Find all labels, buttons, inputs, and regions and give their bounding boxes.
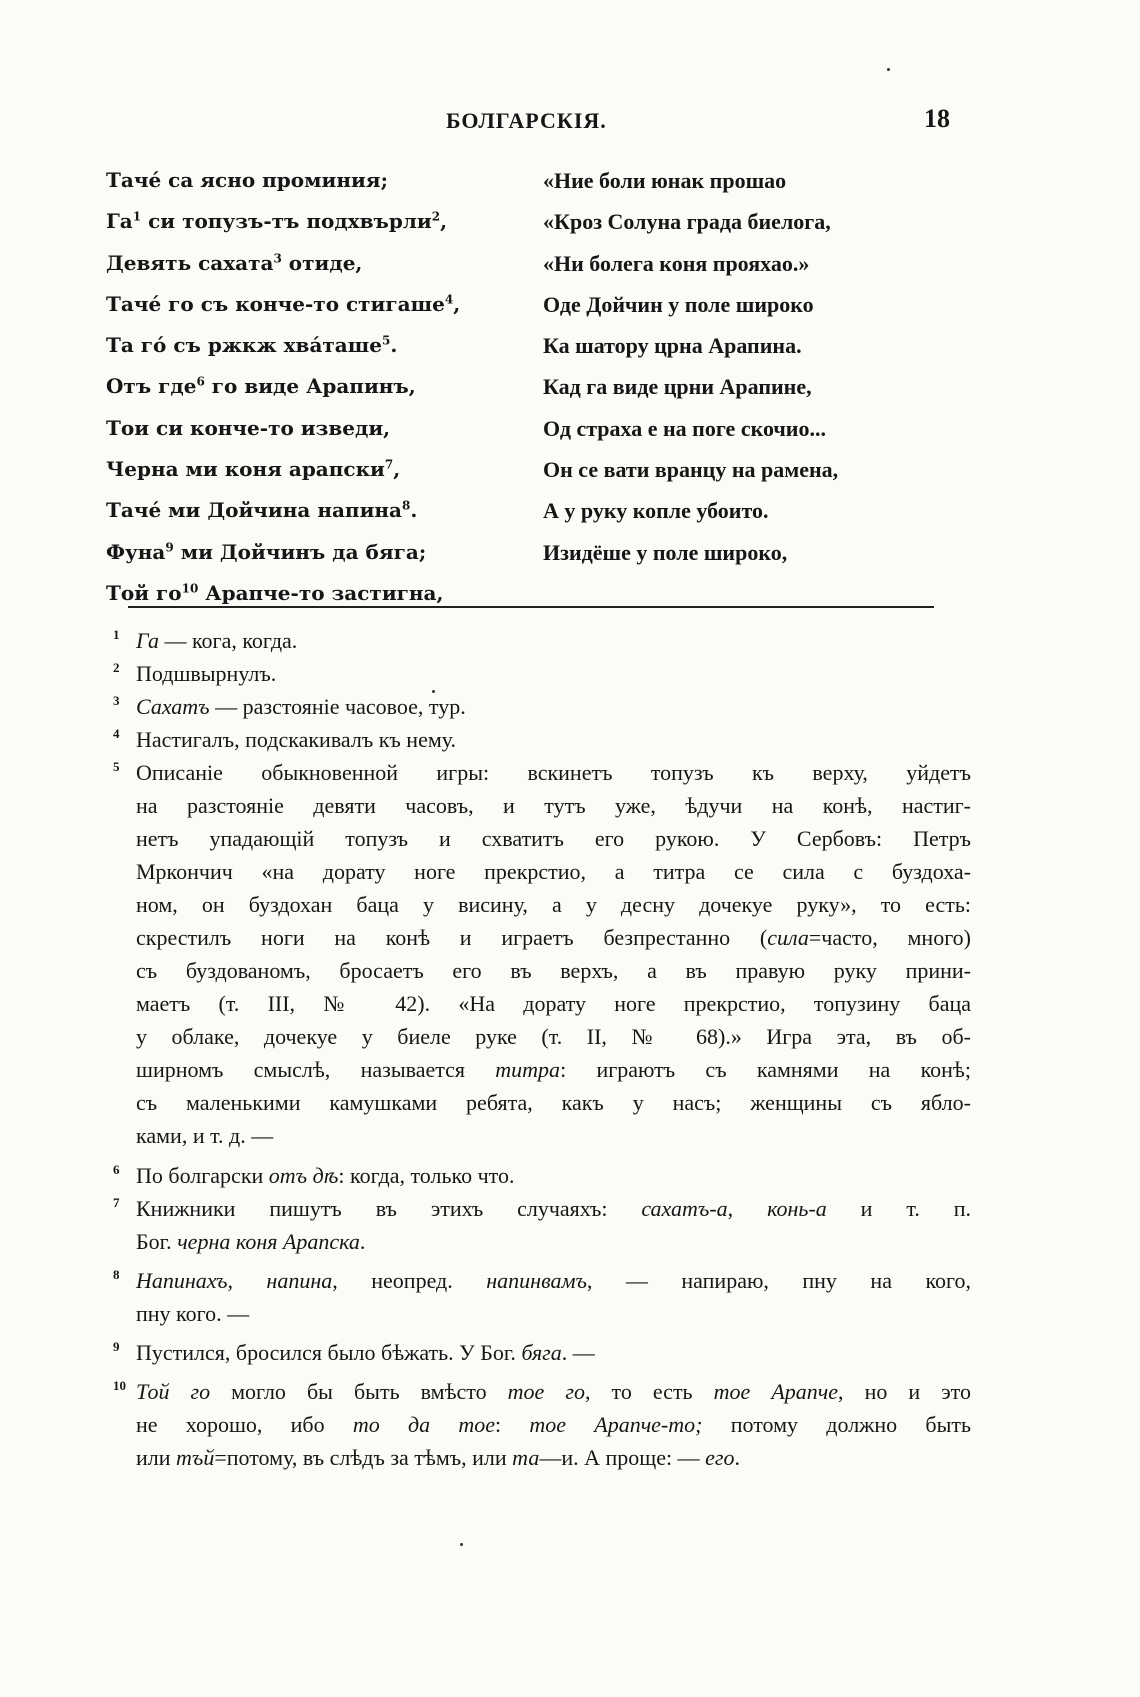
- footnote-divider: [128, 606, 934, 608]
- verse-line: Од страха е на поге скочио...: [543, 415, 826, 441]
- footnotes: [113, 624, 971, 1474]
- footnote-2: 2 Подшвырнулъ.: [113, 660, 277, 686]
- footnote-8: 8 Напинахъ, напина, неопред. напинвамъ, — напираю, пну на кого, пну кого. —: [113, 1267, 971, 1326]
- print-speck: [432, 690, 435, 693]
- footnote-3: 3 Сахатъ — разстояніе часовое, тур.: [113, 693, 466, 719]
- verse-line: «Ни болега коня прояхао.»: [543, 250, 810, 276]
- verse-line: Тачé ми Дойчина напина$^8$.: [106, 498, 418, 523]
- verse-line: «Кроз Солуна града биелога,: [543, 209, 831, 235]
- page-header: [0, 104, 1140, 144]
- verse-line: Той $го^{10}$ Арапче-то застигна,: [106, 580, 444, 605]
- footnote-6: 6 По болгарски отъ дѣ: когда, только что.: [113, 1162, 515, 1188]
- verse-line: Ка шатору црна Арапина.: [543, 333, 802, 359]
- footnote-10: 10 Той го могло бы быть вмѣсто тое го, то есть тое Арапче, но и это не хорошо, ибо то да тое: тое Арапче-то; потому должно быть или тъй=потому, въ слѣдъ за тѣмъ, или та—и. А проще: — его.: [113, 1378, 972, 1470]
- verse-line: Тои си конче-то изведи,: [106, 415, 391, 440]
- verse-line: Изидёше у поле широко,: [543, 539, 788, 565]
- verse-line: Девять сахата$^3$ отиде,: [106, 250, 363, 275]
- footnote-7: 7 Книжники пишутъ въ этихъ случаяхъ: сахатъ-а, конь-а и т. п. Бог. черна коня Арапска.: [113, 1195, 971, 1254]
- running-title: БОЛГАРСКІЯ.: [446, 108, 607, 133]
- verse-line: Кад га виде црни Арапине,: [543, 374, 812, 400]
- verse-line: $Га^1$ си топузъ-тъ подхвърли$^2$,: [106, 209, 448, 234]
- verse-line: Та гó съ ржкж хвáташе$^5$.: [106, 333, 398, 358]
- verse-line: А у руку копле убоито.: [543, 498, 769, 524]
- verse-column-left: [106, 160, 506, 614]
- verse-line: Он се вати вранцу на рамена,: [543, 457, 839, 483]
- page-number: 18: [924, 104, 950, 133]
- footnote-9: 9 Пустился, бросился было бѣжать. У Бог. бяга. —: [113, 1339, 595, 1365]
- footnote-1: 1 Га — кога, когда.: [113, 627, 298, 653]
- verse-line: «Ние боли юнак прошао: [543, 168, 787, 193]
- verse-line: Черна ми коня арапски$^7$,: [106, 457, 401, 482]
- verse-column-right: [543, 160, 943, 573]
- verse-line: Оде Дойчин у поле широко: [543, 291, 814, 317]
- verse-line: Тачé са ясно проминия;: [106, 168, 388, 192]
- print-speck: [887, 68, 890, 71]
- footnote-4: 4 Настигалъ, подскакивалъ къ нему.: [113, 726, 457, 752]
- verse-line: Отъ где$^6$ го виде Арапинъ,: [106, 374, 416, 399]
- verse-line: Фуна$^9$ ми Дойчинъ да бяга;: [106, 539, 427, 564]
- verse-line: Тачé го съ конче-то стигаше$^4$,: [106, 291, 461, 316]
- print-speck: [460, 1543, 463, 1546]
- footnote-5: 5 Описаніе обыкновенной игры: вскинетъ топузъ къ верху, уйдетъ на разстояніе девяти часовъ, и тутъ уже, ѣдучи на конѣ, настиг- нетъ упадающій топузъ и схватитъ его рукою. У Сербовъ: Петръ Мркончич «на дорату ноге прекрстио, а титра се сила с буздоха- ном, он буздохан баца у висину, а у десну дочекуе руку», то есть: скрестилъ ноги на конѣ и играетъ безпрестанно (сила=часто, много) съ буздованомъ, бросаетъ его въ верхъ, а въ правую руку прини- маетъ (т. III, № 42). «На дорату ноге прекрстио, топузину баца у облаке, дочекуе у биеле руке (т. II, № 68).» Игра эта, въ об- ширномъ смыслѣ, называется титра: играютъ съ камнями на конѣ; съ маленькими камушками ребята, какъ у насъ; женщины съ ябло- ками, и т. д. —: [113, 759, 971, 1148]
